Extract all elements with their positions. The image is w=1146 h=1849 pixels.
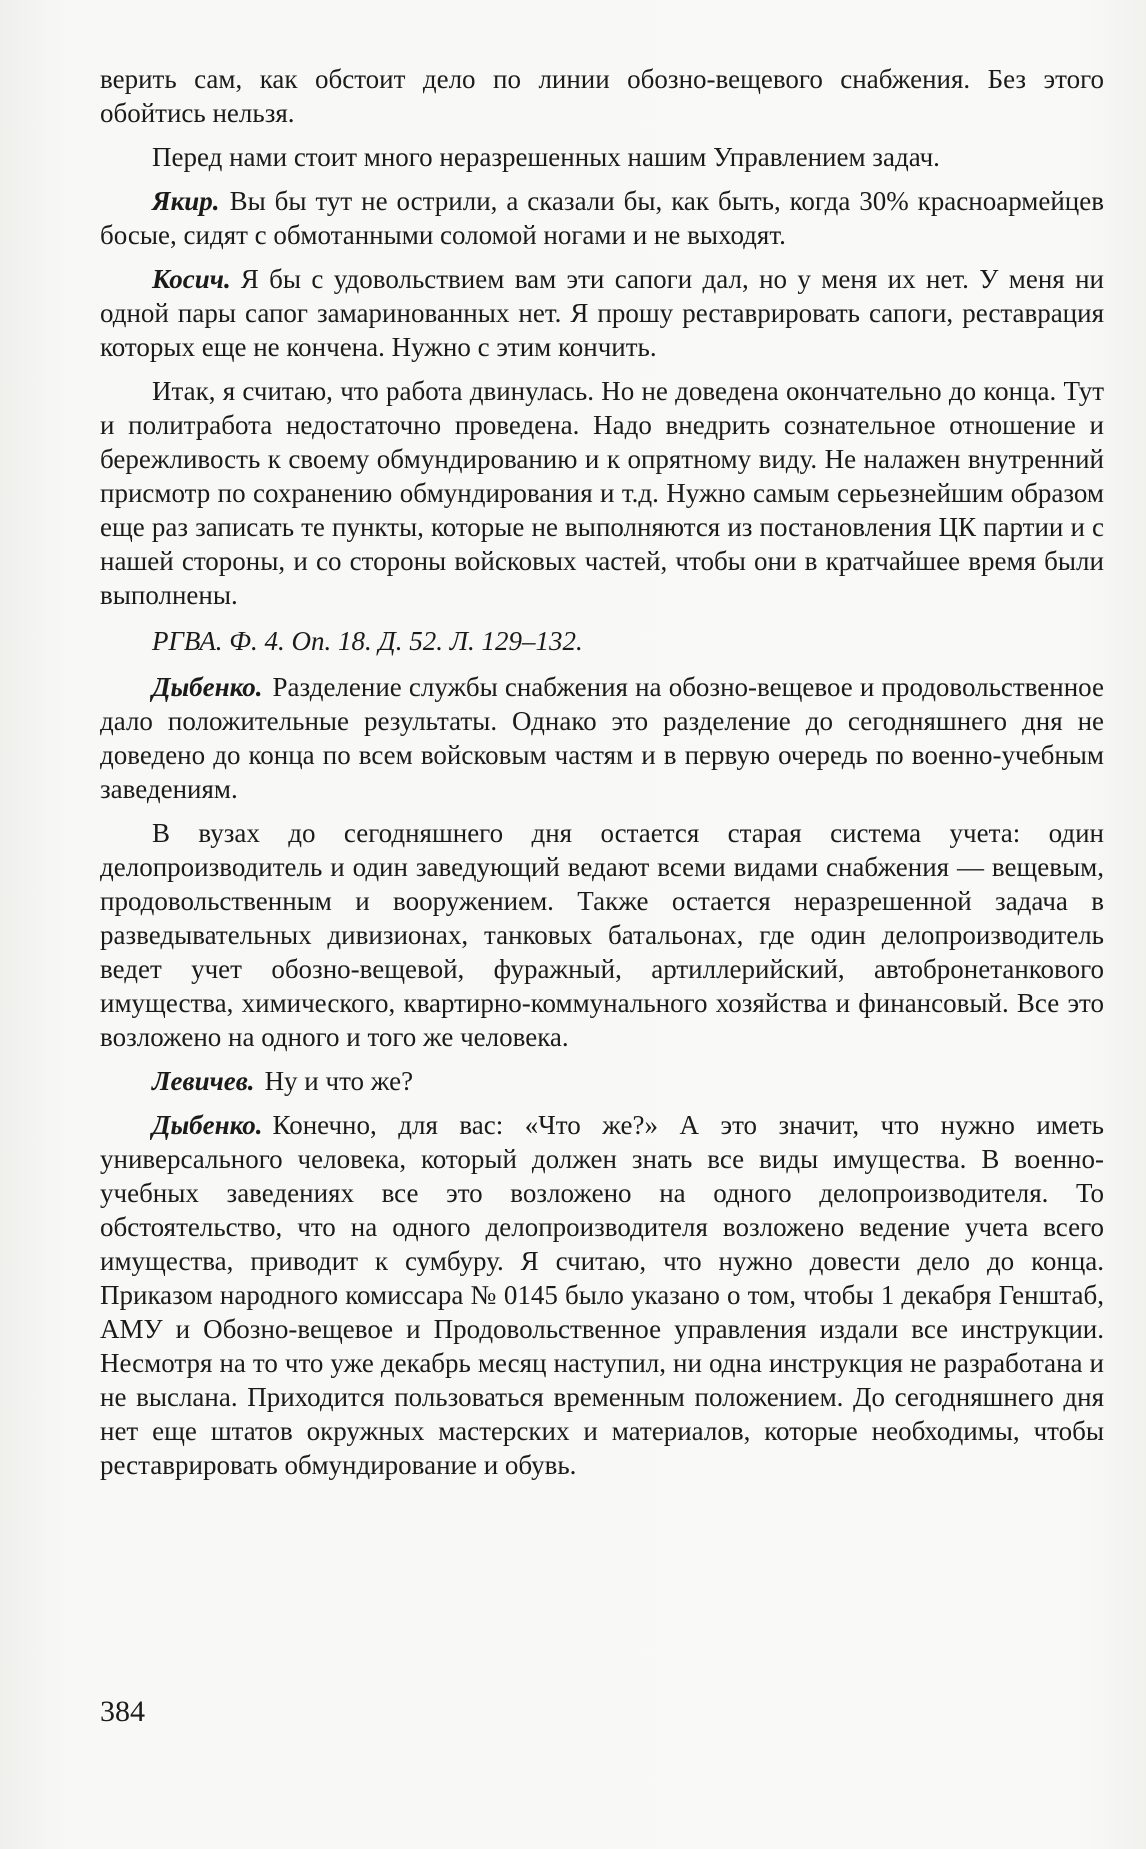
paragraph [100, 374, 1104, 612]
paragraph-text: верить сам, как обстоит дело по линии обозно-вещевого снабжения. Без этого обойтись нельзя. [100, 64, 1104, 128]
speaker-name: Левичев. [152, 1066, 255, 1096]
speaker-name: Якир. [152, 186, 220, 216]
paragraph-text: Ну и что же? [264, 1066, 414, 1096]
speaker-name: Дыбенко. [152, 672, 263, 702]
paragraph-text: Разделение службы снабжения на обозно-вещевое и продовольственное дало положительные результаты. Однако это разделение до сегодняшнего дня не доведено до конца по всем войсковым частям и в первую очередь по военно-учебным заведениям. [100, 672, 1104, 804]
paragraph-text: Итак, я считаю, что работа двинулась. Но не доведена окончательно до конца. Тут и политработа недостаточно проведена. Надо внедрить сознательное отношение и бережливость к своему обмундированию и к опрятному виду. Не налажен внутренний присмотр по сохранению обмундирования и т.д. Нужно самым серьезнейшим образом еще раз записать те пункты, которые не выполняются из постановления ЦК партии и с нашей стороны, и со стороны войсковых частей, чтобы они в кратчайшее время были выполнены. [100, 376, 1104, 610]
speaker-name: Дыбенко. [152, 1110, 263, 1140]
paragraph [100, 816, 1104, 1054]
speech-paragraph [100, 1108, 1104, 1482]
archive-citation [100, 624, 1104, 658]
speech-paragraph [100, 670, 1104, 806]
citation-text: РГВА. Ф. 4. Оп. 18. Д. 52. Л. 129–132. [152, 626, 583, 656]
text-block [100, 62, 1104, 1492]
paragraph-text: В вузах до сегодняшнего дня остается старая система учета: один делопроизводитель и один заведующий ведают всеми видами снабжения — вещевым, продовольственным и вооружением. Также остается неразрешенной задача в разведывательных дивизионах, танковых батальонах, где один делопроизводитель ведет учет обозно-вещевой, фуражный, артиллерийский, автобронетанкового имущества, химического, квартирно-коммунального хозяйства и финансовый. Все это возложено на одного и того же человека. [100, 818, 1104, 1052]
paragraph [100, 140, 1104, 174]
speech-paragraph [100, 184, 1104, 252]
speaker-name: Косич. [152, 264, 231, 294]
speech-paragraph [100, 262, 1104, 364]
speech-paragraph [100, 1064, 1104, 1098]
paragraph-text: Перед нами стоит много неразрешенных нашим Управлением задач. [152, 142, 940, 172]
page-number: 384 [100, 1695, 145, 1728]
paragraph [100, 62, 1104, 130]
paragraph-text: Вы бы тут не острили, а сказали бы, как быть, когда 30% красноармейцев босые, сидят с обмотанными соломой ногами и не выходят. [100, 186, 1104, 250]
paragraph-text: Конечно, для вас: «Что же?» А это значит, что нужно иметь универсального человека, который должен знать все виды имущества. В военно-учебных заведениях все это возложено на одного делопроизводителя. То обстоятельство, что на одного делопроизводителя возложено ведение учета всего имущества, приводит к сумбуру. Я считаю, что нужно довести дело до конца. Приказом народного комиссара № 0145 было указано о том, чтобы 1 декабря Генштаб, АМУ и Обозно-вещевое и Продовольственное управления издали все инструкции. Несмотря на то что уже декабрь месяц наступил, ни одна инструкция не разработана и не выслана. Приходится пользоваться временным положением. До сегодняшнего дня нет еще штатов окружных мастерских и материалов, которые необходимы, чтобы реставрировать обмундирование и обувь. [100, 1110, 1104, 1480]
paragraph-text: Я бы с удовольствием вам эти сапоги дал, но у меня их нет. У меня ни одной пары сапог замаринованных нет. Я прошу реставрировать сапоги, реставрация которых еще не кончена. Нужно с этим кончить. [100, 264, 1104, 362]
